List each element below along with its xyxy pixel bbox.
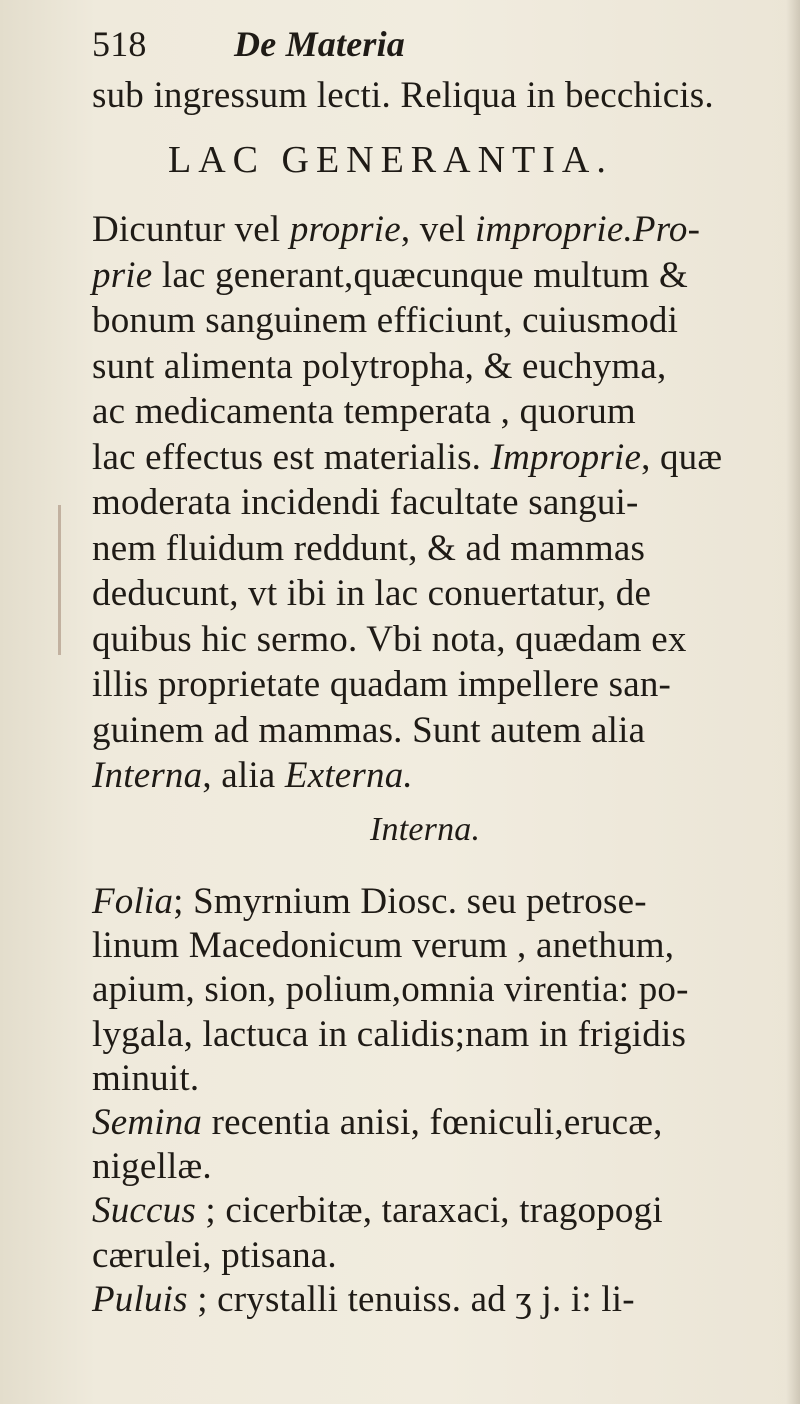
- paragraph-line: [92, 481, 639, 525]
- text-run: Dicuntur vel: [92, 209, 290, 250]
- italic-text: Interna: [92, 755, 203, 796]
- italic-text: Succus: [92, 1190, 196, 1232]
- text-run: ; cicerbitæ, taraxaci, tragopogi: [195, 1190, 663, 1232]
- text-run: lygala, lactuca in calidis;nam in frigidis: [92, 1013, 687, 1055]
- intro-line: sub ingressum lecti. Reliqua in becchicis.: [92, 75, 714, 116]
- text-run: , vel: [400, 209, 476, 250]
- paragraph-line: [92, 709, 645, 753]
- text-run: ; crystalli tenuiss. ad ʒ j. i: li-: [187, 1278, 635, 1320]
- text-run: apium, sion, polium,omnia virentia: po-: [92, 969, 689, 1011]
- margin-mark: [58, 505, 61, 655]
- text-run: minuit.: [92, 1057, 200, 1099]
- paragraph-line: [92, 663, 671, 707]
- entry-line: [92, 1013, 686, 1057]
- paragraph-line: [92, 436, 722, 480]
- text-run: linum Macedonicum verum , anethum,: [92, 925, 675, 967]
- section-title: LAC GENERANTIA.: [168, 139, 613, 181]
- entry-line: [92, 1145, 212, 1189]
- subheading: Interna.: [370, 811, 481, 848]
- paragraph-line: [92, 299, 678, 343]
- text-run: nigellæ.: [92, 1146, 212, 1188]
- text-run: cærulei, ptisana.: [92, 1234, 337, 1276]
- entry-line: [92, 1057, 199, 1101]
- paragraph-line: [92, 572, 651, 616]
- text-run: nem fluidum reddunt, & ad mammas: [92, 527, 646, 569]
- italic-text: Externa.: [284, 755, 413, 796]
- italic-text: Puluis: [92, 1278, 188, 1320]
- text-run: sunt alimenta polytropha, & euchyma,: [92, 345, 667, 387]
- paragraph-line: [92, 618, 687, 662]
- entry-line: [92, 968, 689, 1012]
- italic-text: proprie: [289, 209, 401, 250]
- text-run: illis proprietate quadam impellere san-: [92, 664, 672, 705]
- text-run: deducunt, vt ibi in lac conuertatur, de: [92, 573, 652, 614]
- italic-text: Semina: [92, 1102, 203, 1143]
- paragraph-line: [92, 254, 688, 298]
- text-run: moderata incidendi facultate sangui-: [92, 482, 639, 523]
- running-title: De Materia: [234, 24, 405, 64]
- text-run: , quæ: [641, 436, 723, 478]
- italic-text: improprie.Pro-: [475, 209, 701, 250]
- paragraph-line: [92, 345, 666, 389]
- page-number: 518: [92, 24, 147, 64]
- page-header: [92, 22, 405, 66]
- entry-line: [92, 1278, 635, 1322]
- paragraph-line: [92, 527, 645, 571]
- text-run: ; Smyrnium Diosc. seu petrose-: [173, 881, 647, 922]
- text-run: lac effectus est materialis.: [92, 436, 491, 478]
- italic-text: prie: [92, 254, 153, 296]
- text-run: lac generant,quæcunque multum &: [152, 254, 688, 296]
- text-run: bonum sanguinem efficiunt, cuiusmodi: [92, 300, 679, 341]
- entry-line: [92, 880, 647, 924]
- text-run: ac medicamenta temperata , quorum: [92, 391, 636, 432]
- text-run: , alia: [202, 755, 285, 796]
- paragraph-line: [92, 754, 413, 798]
- paragraph-line: [92, 390, 636, 434]
- text-run: quibus hic sermo. Vbi nota, quædam ex: [92, 618, 687, 660]
- italic-text: Folia: [92, 881, 174, 922]
- entry-line: [92, 924, 674, 968]
- entry-line: [92, 1101, 663, 1145]
- entry-line: [92, 1234, 337, 1278]
- page-edge-shadow: [786, 0, 800, 1404]
- italic-text: Improprie: [490, 436, 642, 478]
- text-run: recentia anisi, fœniculi,erucæ,: [202, 1102, 663, 1143]
- text-run: guinem ad mammas. Sunt autem alia: [92, 709, 646, 751]
- paragraph-line: [92, 208, 700, 252]
- entry-line: [92, 1189, 663, 1233]
